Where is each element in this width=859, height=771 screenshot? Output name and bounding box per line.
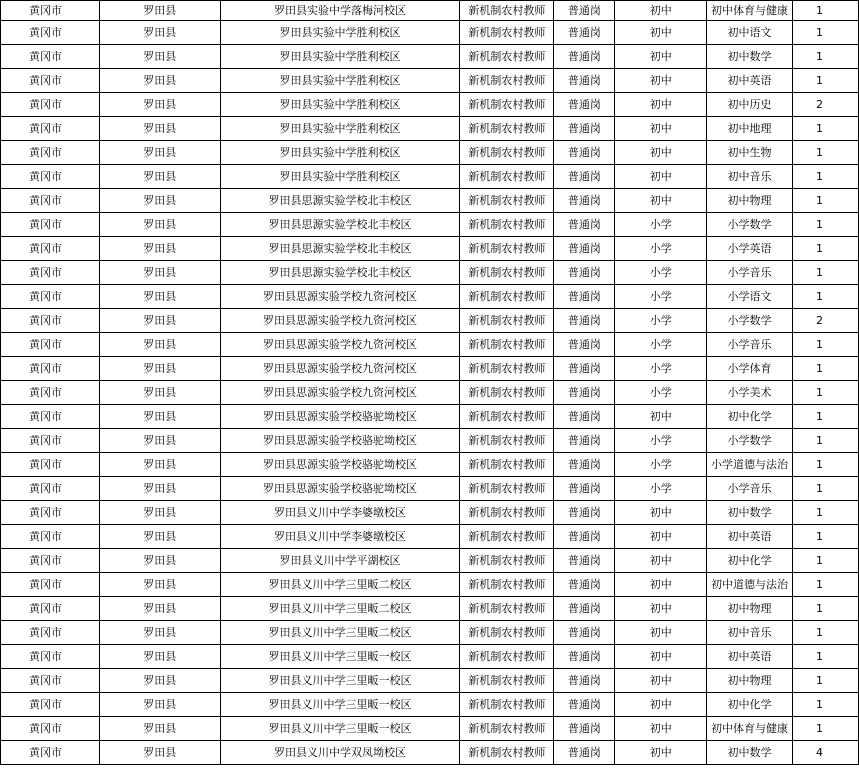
count-cell: 1 [793, 333, 859, 357]
county-cell: 罗田县 [99, 741, 220, 765]
level-cell: 初中 [615, 645, 707, 669]
level-cell: 小学 [615, 357, 707, 381]
table-row [1, 501, 859, 525]
post-type-cell: 普通岗 [554, 261, 615, 285]
city-cell: 黄冈市 [1, 333, 100, 357]
level-cell: 初中 [615, 525, 707, 549]
count-cell: 1 [793, 405, 859, 429]
count-cell: 1 [793, 117, 859, 141]
county-cell: 罗田县 [99, 669, 220, 693]
table-row [1, 357, 859, 381]
city-cell: 黄冈市 [1, 1, 100, 21]
count-cell: 1 [793, 693, 859, 717]
county-cell: 罗田县 [99, 141, 220, 165]
city-cell: 黄冈市 [1, 693, 100, 717]
teacher-type-cell: 新机制农村教师 [460, 525, 554, 549]
city-cell: 黄冈市 [1, 213, 100, 237]
post-type-cell: 普通岗 [554, 1, 615, 21]
school-cell: 罗田县思源实验学校北丰校区 [220, 213, 460, 237]
teacher-type-cell: 新机制农村教师 [460, 405, 554, 429]
school-cell: 罗田县实验中学胜利校区 [220, 165, 460, 189]
count-cell: 1 [793, 261, 859, 285]
table-row [1, 597, 859, 621]
table-row [1, 189, 859, 213]
subject-cell: 初中生物 [707, 141, 793, 165]
county-cell: 罗田县 [99, 597, 220, 621]
table-row [1, 645, 859, 669]
post-type-cell: 普通岗 [554, 573, 615, 597]
post-type-cell: 普通岗 [554, 717, 615, 741]
post-type-cell: 普通岗 [554, 525, 615, 549]
city-cell: 黄冈市 [1, 645, 100, 669]
county-cell: 罗田县 [99, 693, 220, 717]
county-cell: 罗田县 [99, 645, 220, 669]
school-cell: 罗田县义川中学李婆墩校区 [220, 525, 460, 549]
county-cell: 罗田县 [99, 1, 220, 21]
level-cell: 小学 [615, 381, 707, 405]
school-cell: 罗田县思源实验学校骆驼坳校区 [220, 405, 460, 429]
post-type-cell: 普通岗 [554, 645, 615, 669]
county-cell: 罗田县 [99, 405, 220, 429]
school-cell: 罗田县思源实验学校北丰校区 [220, 189, 460, 213]
post-type-cell: 普通岗 [554, 189, 615, 213]
city-cell: 黄冈市 [1, 357, 100, 381]
post-type-cell: 普通岗 [554, 477, 615, 501]
school-cell: 罗田县实验中学胜利校区 [220, 69, 460, 93]
teacher-type-cell: 新机制农村教师 [460, 261, 554, 285]
county-cell: 罗田县 [99, 357, 220, 381]
table-row [1, 717, 859, 741]
table-row [1, 285, 859, 309]
post-type-cell: 普通岗 [554, 285, 615, 309]
county-cell: 罗田县 [99, 93, 220, 117]
post-type-cell: 普通岗 [554, 141, 615, 165]
count-cell: 1 [793, 453, 859, 477]
subject-cell: 初中数学 [707, 45, 793, 69]
teacher-type-cell: 新机制农村教师 [460, 213, 554, 237]
city-cell: 黄冈市 [1, 669, 100, 693]
level-cell: 初中 [615, 1, 707, 21]
school-cell: 罗田县实验中学胜利校区 [220, 21, 460, 45]
level-cell: 初中 [615, 93, 707, 117]
count-cell: 1 [793, 189, 859, 213]
teacher-type-cell: 新机制农村教师 [460, 69, 554, 93]
level-cell: 小学 [615, 477, 707, 501]
table-row [1, 117, 859, 141]
city-cell: 黄冈市 [1, 621, 100, 645]
county-cell: 罗田县 [99, 621, 220, 645]
county-cell: 罗田县 [99, 381, 220, 405]
school-cell: 罗田县义川中学三里畈二校区 [220, 573, 460, 597]
county-cell: 罗田县 [99, 453, 220, 477]
subject-cell: 初中道德与法治 [707, 573, 793, 597]
subject-cell: 小学体育 [707, 357, 793, 381]
post-type-cell: 普通岗 [554, 213, 615, 237]
subject-cell: 初中音乐 [707, 165, 793, 189]
table-row [1, 309, 859, 333]
table-row [1, 693, 859, 717]
teacher-type-cell: 新机制农村教师 [460, 141, 554, 165]
post-type-cell: 普通岗 [554, 693, 615, 717]
level-cell: 初中 [615, 117, 707, 141]
subject-cell: 小学数学 [707, 429, 793, 453]
post-type-cell: 普通岗 [554, 741, 615, 765]
post-type-cell: 普通岗 [554, 45, 615, 69]
subject-cell: 小学数学 [707, 309, 793, 333]
post-type-cell: 普通岗 [554, 453, 615, 477]
table-row [1, 405, 859, 429]
table-row [1, 477, 859, 501]
table-row [1, 669, 859, 693]
count-cell: 1 [793, 669, 859, 693]
city-cell: 黄冈市 [1, 237, 100, 261]
level-cell: 初中 [615, 69, 707, 93]
subject-cell: 小学音乐 [707, 333, 793, 357]
subject-cell: 初中化学 [707, 405, 793, 429]
table-row [1, 333, 859, 357]
table-row [1, 45, 859, 69]
level-cell: 初中 [615, 621, 707, 645]
table-row [1, 549, 859, 573]
county-cell: 罗田县 [99, 285, 220, 309]
school-cell: 罗田县义川中学三里畈一校区 [220, 645, 460, 669]
level-cell: 初中 [615, 573, 707, 597]
count-cell: 1 [793, 573, 859, 597]
city-cell: 黄冈市 [1, 21, 100, 45]
level-cell: 初中 [615, 717, 707, 741]
school-cell: 罗田县思源实验学校骆驼坳校区 [220, 477, 460, 501]
city-cell: 黄冈市 [1, 501, 100, 525]
county-cell: 罗田县 [99, 237, 220, 261]
teacher-type-cell: 新机制农村教师 [460, 117, 554, 141]
county-cell: 罗田县 [99, 21, 220, 45]
county-cell: 罗田县 [99, 525, 220, 549]
count-cell: 1 [793, 69, 859, 93]
school-cell: 罗田县实验中学胜利校区 [220, 141, 460, 165]
school-cell: 罗田县实验中学胜利校区 [220, 117, 460, 141]
subject-cell: 初中数学 [707, 501, 793, 525]
post-type-cell: 普通岗 [554, 501, 615, 525]
count-cell: 1 [793, 477, 859, 501]
subject-cell: 初中英语 [707, 525, 793, 549]
city-cell: 黄冈市 [1, 189, 100, 213]
level-cell: 小学 [615, 285, 707, 309]
table-row [1, 525, 859, 549]
school-cell: 罗田县实验中学胜利校区 [220, 45, 460, 69]
school-cell: 罗田县思源实验学校九资河校区 [220, 333, 460, 357]
count-cell: 1 [793, 237, 859, 261]
teacher-type-cell: 新机制农村教师 [460, 573, 554, 597]
city-cell: 黄冈市 [1, 477, 100, 501]
table-row [1, 237, 859, 261]
school-cell: 罗田县义川中学三里畈一校区 [220, 693, 460, 717]
level-cell: 初中 [615, 141, 707, 165]
teacher-type-cell: 新机制农村教师 [460, 381, 554, 405]
count-cell: 1 [793, 597, 859, 621]
subject-cell: 小学道德与法治 [707, 453, 793, 477]
teacher-type-cell: 新机制农村教师 [460, 453, 554, 477]
city-cell: 黄冈市 [1, 429, 100, 453]
city-cell: 黄冈市 [1, 573, 100, 597]
county-cell: 罗田县 [99, 549, 220, 573]
subject-cell: 小学语文 [707, 285, 793, 309]
count-cell: 1 [793, 45, 859, 69]
count-cell: 1 [793, 1, 859, 21]
school-cell: 罗田县思源实验学校骆驼坳校区 [220, 453, 460, 477]
subject-cell: 初中物理 [707, 189, 793, 213]
subject-cell: 初中英语 [707, 645, 793, 669]
school-cell: 罗田县思源实验学校九资河校区 [220, 357, 460, 381]
city-cell: 黄冈市 [1, 597, 100, 621]
post-type-cell: 普通岗 [554, 549, 615, 573]
table-row [1, 141, 859, 165]
level-cell: 小学 [615, 261, 707, 285]
post-type-cell: 普通岗 [554, 357, 615, 381]
count-cell: 4 [793, 741, 859, 765]
post-type-cell: 普通岗 [554, 381, 615, 405]
city-cell: 黄冈市 [1, 165, 100, 189]
city-cell: 黄冈市 [1, 525, 100, 549]
count-cell: 1 [793, 357, 859, 381]
table-row [1, 261, 859, 285]
post-type-cell: 普通岗 [554, 21, 615, 45]
school-cell: 罗田县思源实验学校九资河校区 [220, 381, 460, 405]
post-type-cell: 普通岗 [554, 669, 615, 693]
post-type-cell: 普通岗 [554, 429, 615, 453]
city-cell: 黄冈市 [1, 405, 100, 429]
city-cell: 黄冈市 [1, 549, 100, 573]
teacher-type-cell: 新机制农村教师 [460, 645, 554, 669]
school-cell: 罗田县思源实验学校北丰校区 [220, 261, 460, 285]
table-row [1, 21, 859, 45]
post-type-cell: 普通岗 [554, 405, 615, 429]
subject-cell: 初中物理 [707, 597, 793, 621]
count-cell: 1 [793, 165, 859, 189]
table-row [1, 453, 859, 477]
school-cell: 罗田县实验中学胜利校区 [220, 93, 460, 117]
teacher-type-cell: 新机制农村教师 [460, 717, 554, 741]
level-cell: 初中 [615, 165, 707, 189]
count-cell: 1 [793, 141, 859, 165]
table-row [1, 213, 859, 237]
post-type-cell: 普通岗 [554, 237, 615, 261]
city-cell: 黄冈市 [1, 141, 100, 165]
city-cell: 黄冈市 [1, 45, 100, 69]
school-cell: 罗田县义川中学平湖校区 [220, 549, 460, 573]
county-cell: 罗田县 [99, 213, 220, 237]
post-type-cell: 普通岗 [554, 621, 615, 645]
table-row [1, 381, 859, 405]
school-cell: 罗田县实验中学落梅河校区 [220, 1, 460, 21]
count-cell: 2 [793, 93, 859, 117]
table-row [1, 1, 859, 21]
teacher-type-cell: 新机制农村教师 [460, 165, 554, 189]
teacher-type-cell: 新机制农村教师 [460, 429, 554, 453]
subject-cell: 初中体育与健康 [707, 1, 793, 21]
subject-cell: 小学音乐 [707, 477, 793, 501]
county-cell: 罗田县 [99, 429, 220, 453]
teacher-type-cell: 新机制农村教师 [460, 45, 554, 69]
count-cell: 1 [793, 621, 859, 645]
level-cell: 初中 [615, 741, 707, 765]
city-cell: 黄冈市 [1, 117, 100, 141]
teacher-type-cell: 新机制农村教师 [460, 237, 554, 261]
level-cell: 小学 [615, 237, 707, 261]
level-cell: 初中 [615, 669, 707, 693]
school-cell: 罗田县思源实验学校九资河校区 [220, 285, 460, 309]
teacher-type-cell: 新机制农村教师 [460, 693, 554, 717]
county-cell: 罗田县 [99, 573, 220, 597]
count-cell: 1 [793, 549, 859, 573]
level-cell: 初中 [615, 405, 707, 429]
teacher-type-cell: 新机制农村教师 [460, 741, 554, 765]
school-cell: 罗田县义川中学三里畈一校区 [220, 669, 460, 693]
school-cell: 罗田县义川中学三里畈二校区 [220, 621, 460, 645]
level-cell: 小学 [615, 333, 707, 357]
post-type-cell: 普通岗 [554, 69, 615, 93]
teacher-type-cell: 新机制农村教师 [460, 357, 554, 381]
level-cell: 初中 [615, 45, 707, 69]
school-cell: 罗田县义川中学三里畈二校区 [220, 597, 460, 621]
level-cell: 初中 [615, 597, 707, 621]
county-cell: 罗田县 [99, 117, 220, 141]
county-cell: 罗田县 [99, 261, 220, 285]
level-cell: 初中 [615, 549, 707, 573]
county-cell: 罗田县 [99, 477, 220, 501]
level-cell: 小学 [615, 309, 707, 333]
count-cell: 1 [793, 525, 859, 549]
city-cell: 黄冈市 [1, 285, 100, 309]
count-cell: 1 [793, 501, 859, 525]
table-row [1, 621, 859, 645]
post-type-cell: 普通岗 [554, 597, 615, 621]
county-cell: 罗田县 [99, 45, 220, 69]
city-cell: 黄冈市 [1, 741, 100, 765]
table-row [1, 165, 859, 189]
subject-cell: 初中语文 [707, 21, 793, 45]
teacher-type-cell: 新机制农村教师 [460, 477, 554, 501]
county-cell: 罗田县 [99, 69, 220, 93]
table-row [1, 69, 859, 93]
school-cell: 罗田县思源实验学校北丰校区 [220, 237, 460, 261]
count-cell: 1 [793, 717, 859, 741]
subject-cell: 小学美术 [707, 381, 793, 405]
city-cell: 黄冈市 [1, 69, 100, 93]
county-cell: 罗田县 [99, 309, 220, 333]
teacher-type-cell: 新机制农村教师 [460, 285, 554, 309]
table-row [1, 741, 859, 765]
level-cell: 初中 [615, 693, 707, 717]
teacher-type-cell: 新机制农村教师 [460, 1, 554, 21]
count-cell: 1 [793, 213, 859, 237]
teacher-type-cell: 新机制农村教师 [460, 309, 554, 333]
teacher-type-cell: 新机制农村教师 [460, 669, 554, 693]
level-cell: 初中 [615, 21, 707, 45]
teacher-type-cell: 新机制农村教师 [460, 597, 554, 621]
teacher-type-cell: 新机制农村教师 [460, 333, 554, 357]
county-cell: 罗田县 [99, 189, 220, 213]
city-cell: 黄冈市 [1, 453, 100, 477]
count-cell: 1 [793, 21, 859, 45]
subject-cell: 初中体育与健康 [707, 717, 793, 741]
city-cell: 黄冈市 [1, 309, 100, 333]
table-row [1, 429, 859, 453]
subject-cell: 小学音乐 [707, 261, 793, 285]
post-type-cell: 普通岗 [554, 333, 615, 357]
count-cell: 2 [793, 309, 859, 333]
count-cell: 1 [793, 429, 859, 453]
teacher-type-cell: 新机制农村教师 [460, 21, 554, 45]
subject-cell: 小学英语 [707, 237, 793, 261]
school-cell: 罗田县思源实验学校九资河校区 [220, 309, 460, 333]
post-type-cell: 普通岗 [554, 117, 615, 141]
school-cell: 罗田县义川中学李婆墩校区 [220, 501, 460, 525]
county-cell: 罗田县 [99, 717, 220, 741]
subject-cell: 初中数学 [707, 741, 793, 765]
teacher-type-cell: 新机制农村教师 [460, 189, 554, 213]
post-type-cell: 普通岗 [554, 309, 615, 333]
school-cell: 罗田县义川中学三里畈一校区 [220, 717, 460, 741]
level-cell: 小学 [615, 453, 707, 477]
teacher-type-cell: 新机制农村教师 [460, 549, 554, 573]
level-cell: 小学 [615, 213, 707, 237]
city-cell: 黄冈市 [1, 717, 100, 741]
teacher-type-cell: 新机制农村教师 [460, 93, 554, 117]
subject-cell: 初中音乐 [707, 621, 793, 645]
table-row [1, 93, 859, 117]
table-row [1, 573, 859, 597]
level-cell: 小学 [615, 429, 707, 453]
subject-cell: 初中历史 [707, 93, 793, 117]
subject-cell: 初中化学 [707, 549, 793, 573]
school-cell: 罗田县义川中学双凤坳校区 [220, 741, 460, 765]
post-type-cell: 普通岗 [554, 93, 615, 117]
level-cell: 初中 [615, 189, 707, 213]
post-type-cell: 普通岗 [554, 165, 615, 189]
count-cell: 1 [793, 285, 859, 309]
subject-cell: 小学数学 [707, 213, 793, 237]
city-cell: 黄冈市 [1, 381, 100, 405]
subject-cell: 初中化学 [707, 693, 793, 717]
count-cell: 1 [793, 381, 859, 405]
teacher-type-cell: 新机制农村教师 [460, 501, 554, 525]
city-cell: 黄冈市 [1, 261, 100, 285]
city-cell: 黄冈市 [1, 93, 100, 117]
county-cell: 罗田县 [99, 333, 220, 357]
subject-cell: 初中物理 [707, 669, 793, 693]
county-cell: 罗田县 [99, 165, 220, 189]
subject-cell: 初中地理 [707, 117, 793, 141]
school-cell: 罗田县思源实验学校骆驼坳校区 [220, 429, 460, 453]
level-cell: 初中 [615, 501, 707, 525]
subject-cell: 初中英语 [707, 69, 793, 93]
county-cell: 罗田县 [99, 501, 220, 525]
teacher-type-cell: 新机制农村教师 [460, 621, 554, 645]
count-cell: 1 [793, 645, 859, 669]
